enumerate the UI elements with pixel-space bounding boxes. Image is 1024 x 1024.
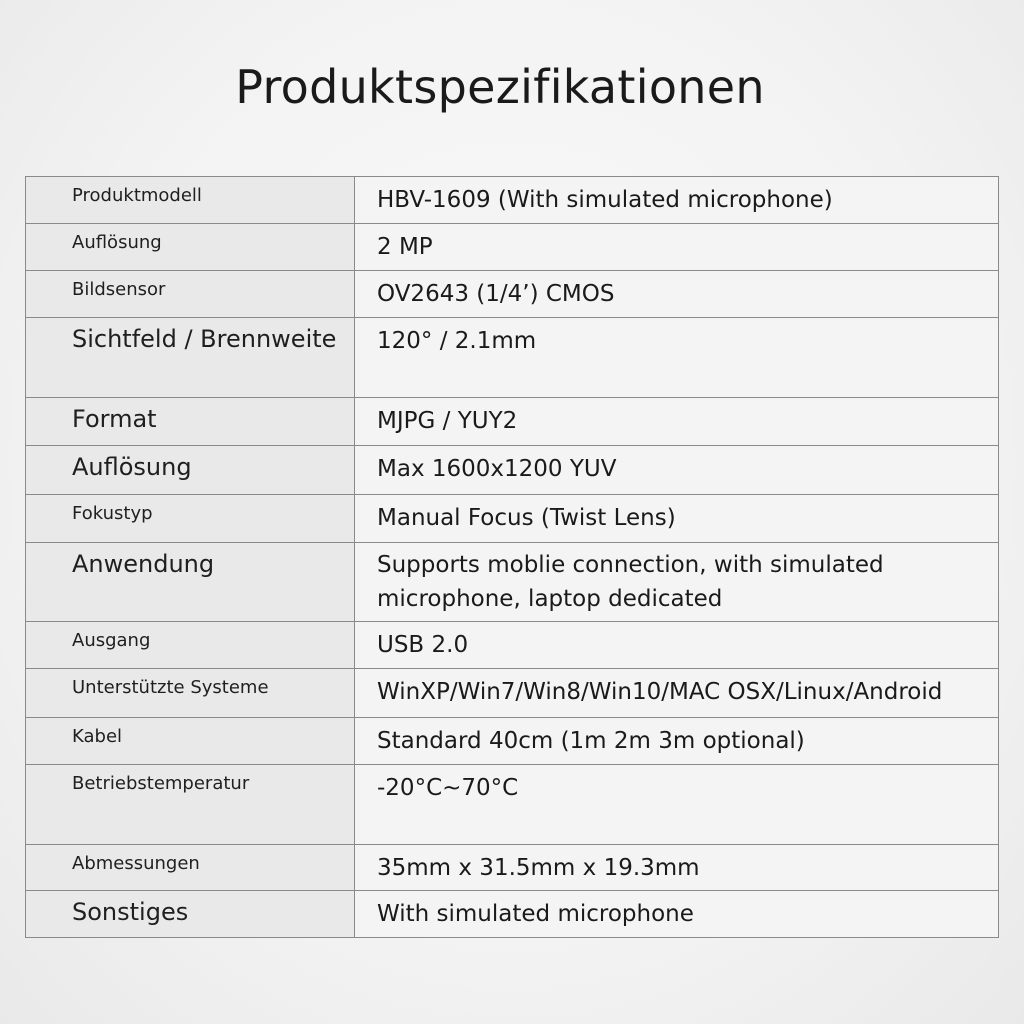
spec-label: Ausgang: [26, 622, 355, 669]
spec-label: Anwendung: [26, 543, 355, 622]
spec-label: Betriebstemperatur: [26, 765, 355, 845]
spec-value-text: Max 1600x1200 YUV: [377, 456, 617, 482]
spec-label: Produktmodell: [26, 177, 355, 224]
spec-value-text: MJPG / YUY2: [377, 408, 518, 434]
spec-value: [355, 845, 999, 891]
spec-label: Auflösung: [26, 224, 355, 271]
table-row: [26, 495, 999, 543]
spec-value: [355, 669, 999, 718]
spec-value-text: Supports moblie connection, with simulated microphone, laptop dedicated: [377, 552, 884, 612]
spec-value-text: -20°C~70°C: [377, 775, 519, 801]
spec-value: [355, 177, 999, 224]
spec-value: [355, 622, 999, 669]
table-row: [26, 891, 999, 938]
table-row: [26, 543, 999, 622]
spec-value-text: OV2643 (1/4’) CMOS: [377, 281, 615, 307]
spec-value: [355, 495, 999, 543]
spec-value: [355, 398, 999, 446]
spec-label: Format: [26, 398, 355, 446]
spec-label: Fokustyp: [26, 495, 355, 543]
spec-value: [355, 446, 999, 495]
table-row: [26, 845, 999, 891]
table-row: [26, 765, 999, 845]
spec-value-text: WinXP/Win7/Win8/Win10/MAC OSX/Linux/Android: [377, 679, 943, 705]
spec-value: [355, 765, 999, 845]
table-row: [26, 622, 999, 669]
spec-value: [355, 224, 999, 271]
spec-value-text: 35mm x 31.5mm x 19.3mm: [377, 855, 700, 881]
table-row: [26, 446, 999, 495]
spec-label: Bildsensor: [26, 271, 355, 318]
spec-label: Sichtfeld / Brennweite: [26, 318, 355, 398]
spec-value: [355, 318, 999, 398]
table-row: [26, 271, 999, 318]
spec-label: Kabel: [26, 718, 355, 765]
spec-label: Auflösung: [26, 446, 355, 495]
spec-label: Sonstiges: [26, 891, 355, 938]
spec-value-text: Standard 40cm (1m 2m 3m optional): [377, 728, 805, 754]
table-row: [26, 718, 999, 765]
spec-value: [355, 718, 999, 765]
spec-value-text: Manual Focus (Twist Lens): [377, 505, 676, 531]
spec-value-text: USB 2.0: [377, 632, 469, 658]
spec-value-text: 2 MP: [377, 234, 433, 260]
spec-table: [25, 176, 999, 938]
spec-value-text: With simulated microphone: [377, 901, 694, 927]
table-row: [26, 177, 999, 224]
page-title: Produktspezifikationen: [235, 60, 765, 114]
table-row: [26, 318, 999, 398]
spec-value: [355, 271, 999, 318]
spec-value-text: 120° / 2.1mm: [377, 328, 537, 354]
spec-value-text: HBV-1609 (With simulated microphone): [377, 187, 833, 213]
table-row: [26, 669, 999, 718]
spec-label: Abmessungen: [26, 845, 355, 891]
spec-value: [355, 891, 999, 938]
spec-label: Unterstützte Systeme: [26, 669, 355, 718]
table-row: [26, 398, 999, 446]
spec-value: [355, 543, 999, 622]
table-row: [26, 224, 999, 271]
